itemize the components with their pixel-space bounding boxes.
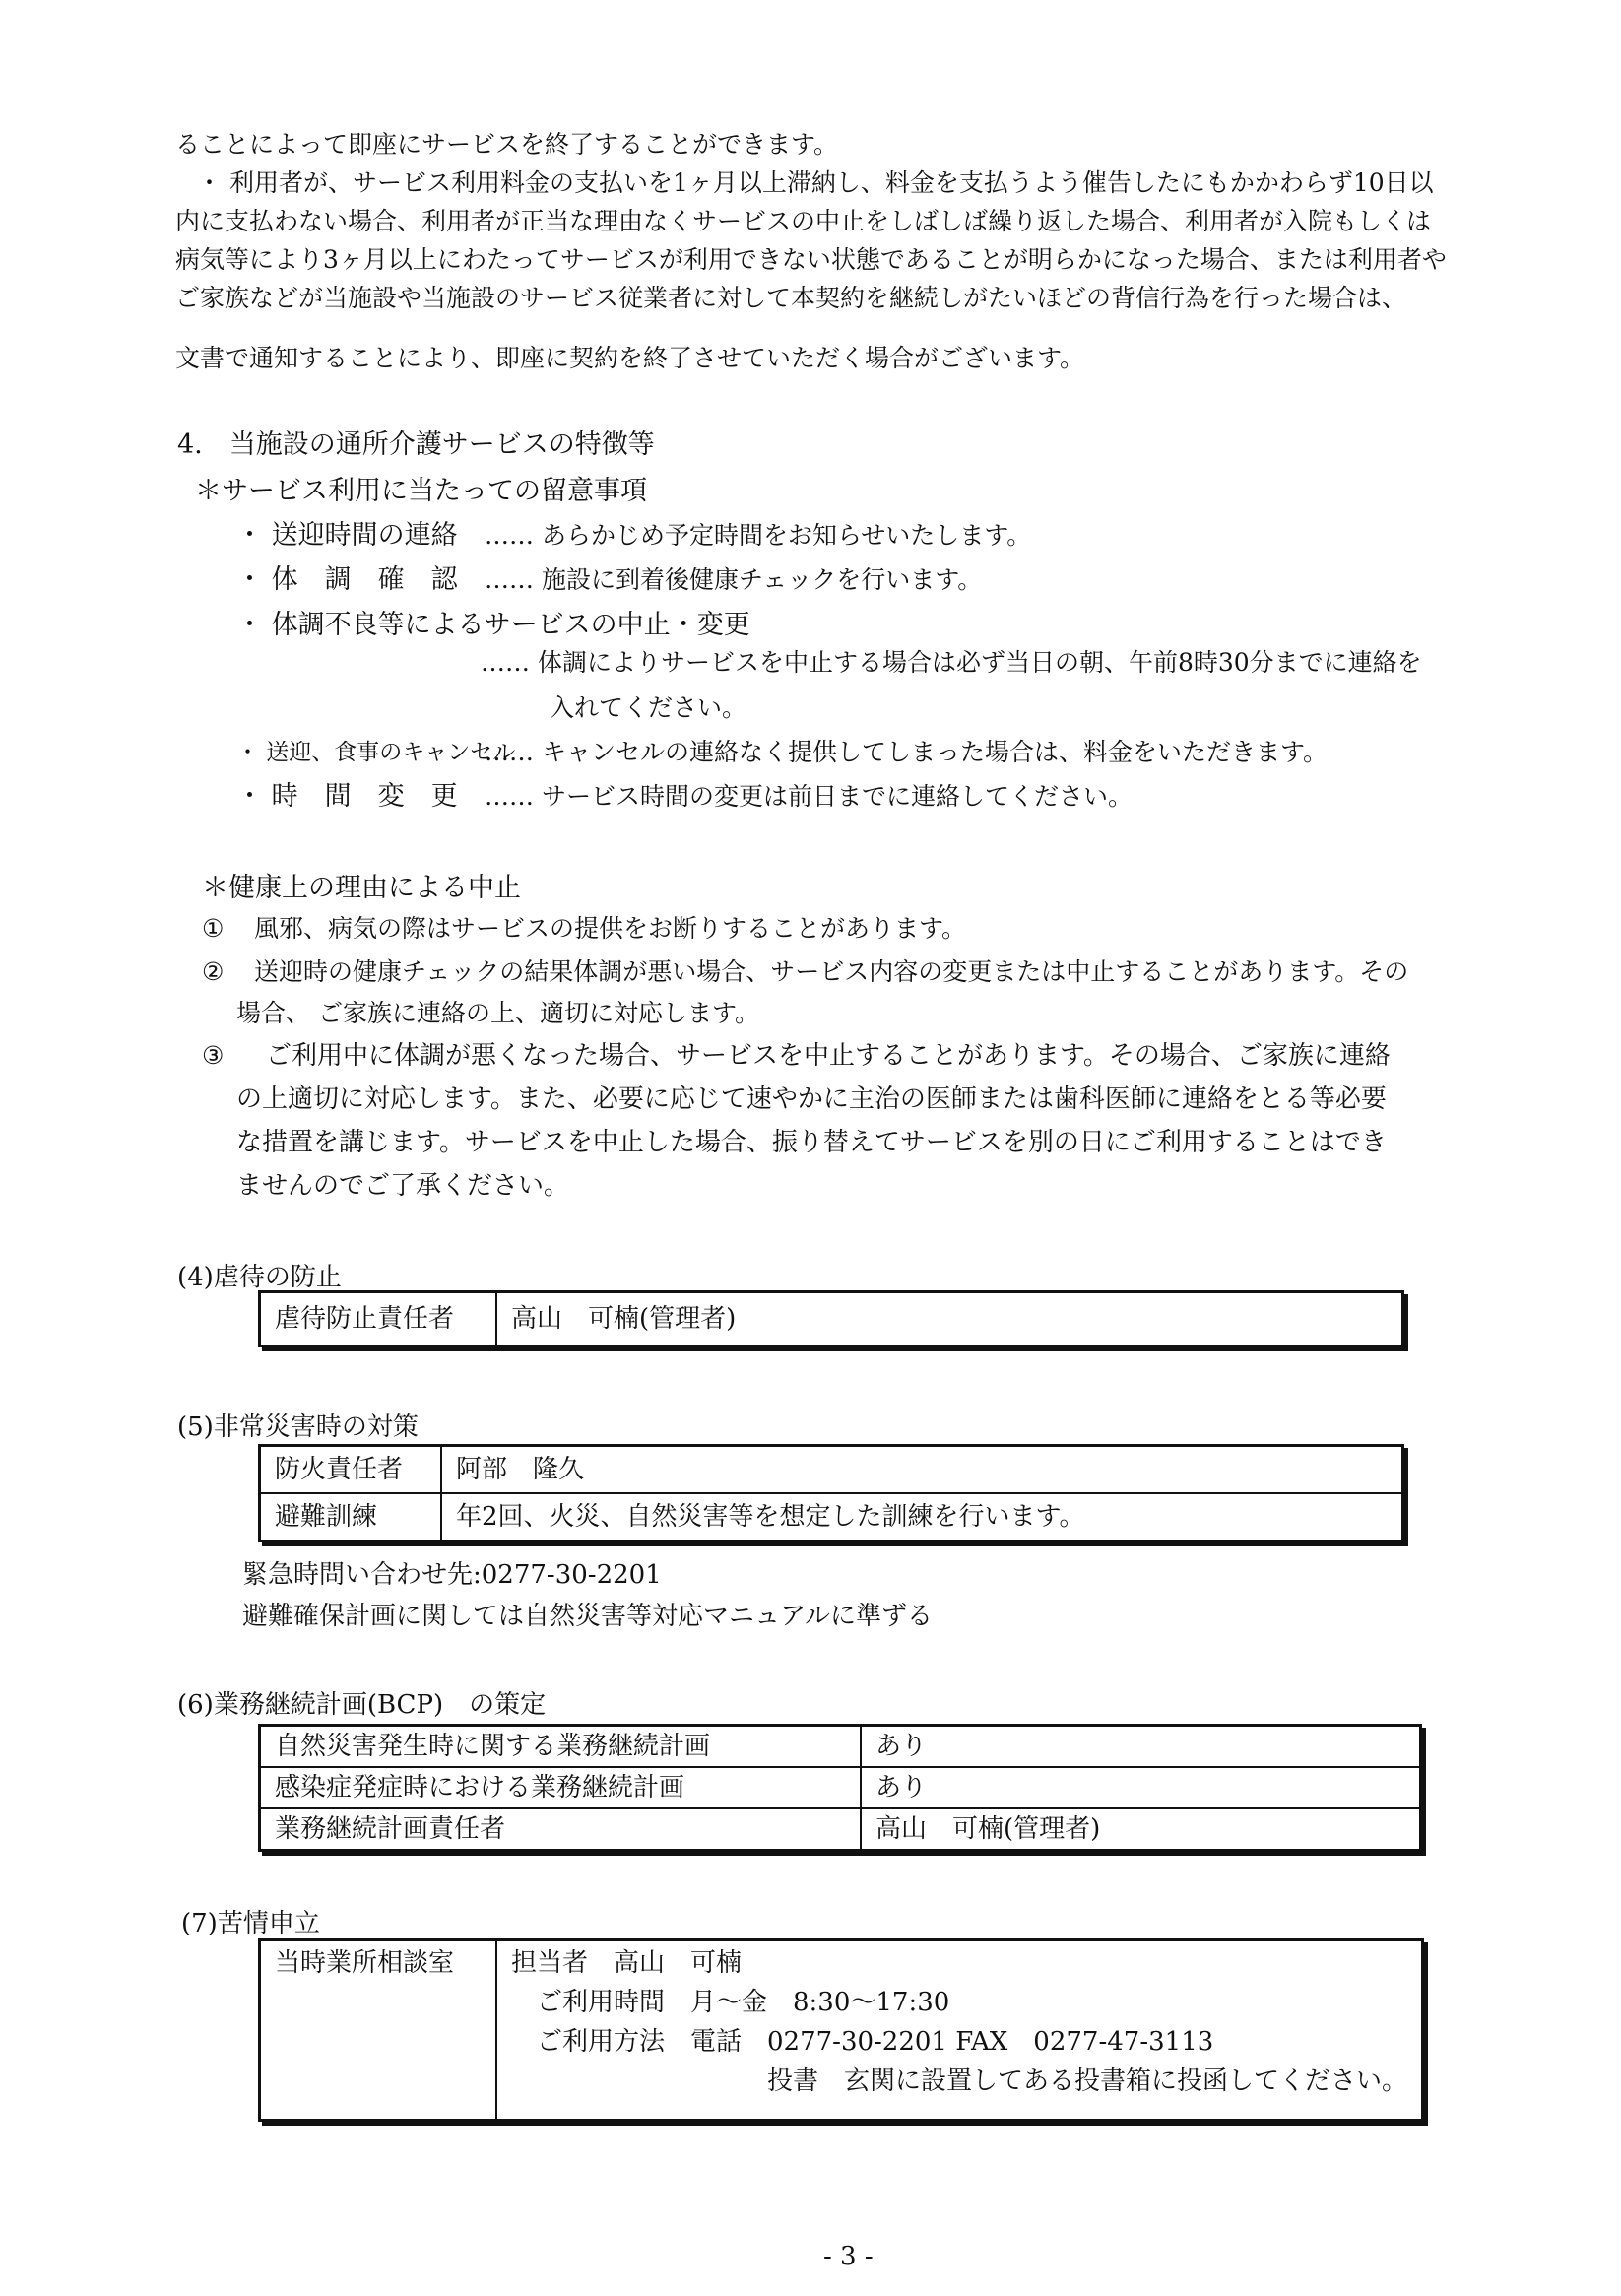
table-row [260, 1767, 1421, 1808]
section4-heading: 4. 当施設の通所介護サービスの特徴等 [177, 429, 655, 460]
notice-label-meal-cancel: ・ 送迎、食事のキャンセル [236, 740, 516, 765]
disaster-row-1-value: 阿部 隆久 [441, 1446, 1403, 1494]
notice-text-pickup: …… あらかじめ予定時間をお知らせいたします。 [485, 521, 1032, 550]
table-row [260, 1446, 1403, 1494]
health-2-num: ② [202, 957, 225, 986]
bcp-row-1-label: 自然災害発生時に関する業務継続計画 [260, 1726, 862, 1768]
health-3-line-2: の上適切に対応します。また、必要に応じて速やかに主治の医師または歯科医師に連絡をとる等必要 [236, 1084, 1387, 1114]
bcp-row-3-label: 業務継続計画責任者 [260, 1808, 862, 1851]
notice-label-time-change: ・ 時 間 変 更 [236, 781, 458, 812]
health-heading: ＊健康上の理由による中止 [202, 873, 521, 903]
disaster-table [258, 1444, 1404, 1542]
bcp-row-1-value: あり [861, 1726, 1421, 1768]
complaint-table [258, 1938, 1424, 2122]
health-2-line-1: 送迎時の健康チェックの結果体調が悪い場合、サービス内容の変更または中止することがあります。その [254, 957, 1409, 986]
disaster-row-2-label: 避難訓練 [260, 1493, 442, 1542]
notice-label-cancel-illness: ・ 体調不良等によるサービスの中止・変更 [236, 610, 750, 640]
abuse-value: 高山 可楠(管理者) [496, 1292, 1403, 1346]
health-1-num: ① [202, 914, 225, 943]
intro-para-line-2: 内に支払わない場合、利用者が正当な理由なくサービスの中止をしばしば繰り返した場合、利用者が入院もしくは [175, 207, 1432, 235]
complaint-line-box: 投書 玄関に設置してある投書箱に投函してください。 [510, 2066, 1407, 2096]
complaint-title: (7)苦情申立 [181, 1909, 320, 1938]
intro-para-line-5: 文書で通知することにより、即座に契約を終了させていただく場合がございます。 [175, 344, 1085, 372]
notice-text-meal-cancel: …… キャンセルの連絡なく提供してしまった場合は、料金をいただきます。 [485, 738, 1328, 766]
disaster-note-evacuation: 避難確保計画に関しては自然災害等対応マニュアルに準ずる [242, 1602, 933, 1631]
table-row [260, 1726, 1421, 1768]
table-row [260, 1808, 1421, 1851]
intro-para-line-4: ご家族などが当施設や当施設のサービス従業者に対して本契約を継続しがたいほどの背信行為を行った場合は、 [175, 284, 1407, 312]
bcp-row-2-value: あり [861, 1767, 1421, 1808]
health-3-num: ③ [202, 1041, 225, 1070]
disaster-note-emergency: 緊急時問い合わせ先:0277-30-2201 [242, 1560, 662, 1590]
notice-label-pickup: ・ 送迎時間の連絡 [236, 520, 458, 551]
disaster-title: (5)非常災害時の対策 [177, 1412, 419, 1442]
complaint-details [496, 1940, 1423, 2121]
bcp-row-3-value: 高山 可楠(管理者) [861, 1808, 1421, 1851]
notice-text-cancel-illness-2: 入れてください。 [550, 693, 747, 722]
health-3-line-3: な措置を講じます。サービスを中止した場合、振り替えてサービスを別の日にご利用することはでき [236, 1128, 1387, 1157]
table-row [260, 1493, 1403, 1542]
notice-label-health-check: ・ 体 調 確 認 [236, 564, 458, 595]
section4-subheading: ＊サービス利用に当たっての留意事項 [195, 476, 647, 506]
disaster-row-2-value: 年2回、火災、自然災害等を想定した訓練を行います。 [441, 1493, 1403, 1542]
notice-text-time-change: …… サービス時間の変更は前日までに連絡してください。 [485, 782, 1133, 811]
notice-text-health-check: …… 施設に到着後健康チェックを行います。 [485, 565, 983, 594]
intro-line-0: ることによって即座にサービスを終了することができます。 [175, 130, 839, 159]
complaint-line-contact: 担当者 高山 可楠 [510, 1948, 742, 1978]
complaint-label: 当時業所相談室 [260, 1940, 496, 2121]
complaint-line-hours: ご利用時間 月～金 8:30～17:30 [510, 1988, 950, 2017]
intro-para-line-3: 病気等により3ヶ月以上にわたってサービスが利用できない状態であることが明らかになった場合、または利用者や [175, 245, 1447, 274]
health-3-line-1: ご利用中に体調が悪くなった場合、サービスを中止することがあります。その場合、ご家族に連絡 [266, 1041, 1391, 1071]
complaint-line-method: ご利用方法 電話 0277-30-2201 FAX 0277-47-3113 [510, 2027, 1214, 2057]
page-number: - 3 - [823, 2242, 874, 2271]
health-2-line-2: 場合、 ご家族に連絡の上、適切に対応します。 [236, 999, 759, 1027]
health-3-line-4: ませんのでご了承ください。 [236, 1171, 570, 1201]
abuse-title: (4)虐待の防止 [177, 1263, 342, 1292]
intro-para-line-1: ・ 利用者が、サービス利用料金の支払いを1ヶ月以上滞納し、料金を支払うよう催告したにもかかわらず10日以 [197, 168, 1434, 197]
bcp-row-2-label: 感染症発症時における業務継続計画 [260, 1767, 862, 1808]
table-row [260, 1292, 1403, 1346]
health-1-line-1: 風邪、病気の際はサービスの提供をお断りすることがあります。 [254, 914, 967, 943]
abuse-label: 虐待防止責任者 [260, 1292, 497, 1346]
bcp-table [258, 1724, 1422, 1852]
bcp-title: (6)業務継続計画(BCP) の策定 [177, 1690, 547, 1720]
notice-text-cancel-illness: …… 体調によりサービスを中止する場合は必ず当日の朝、午前8時30分までに連絡を [481, 648, 1422, 677]
table-row [260, 1940, 1423, 2121]
abuse-table [258, 1290, 1404, 1347]
disaster-row-1-label: 防火責任者 [260, 1446, 442, 1494]
